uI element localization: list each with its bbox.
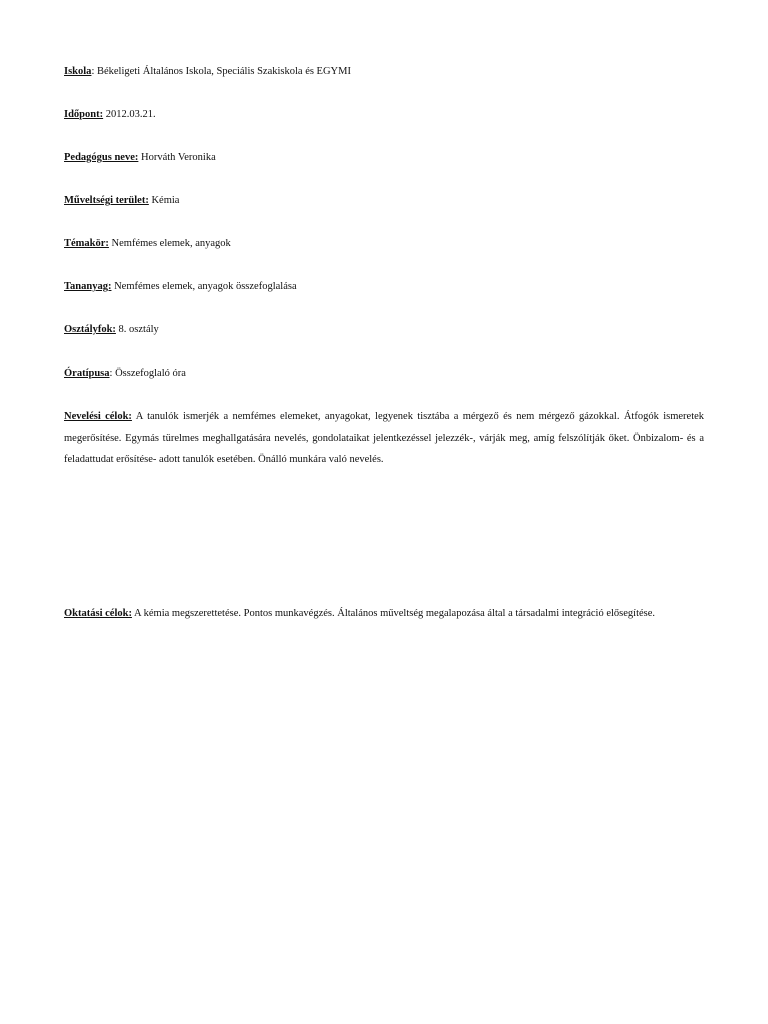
field-value-temakor: Nemfémes elemek, anyagok (111, 238, 231, 249)
field-oktatasi-celok (64, 603, 704, 625)
field-value-oratipusa: Összefoglaló óra (115, 368, 186, 379)
field-label-idopont: Időpont: (64, 109, 104, 120)
field-muveltsegi-terulet (64, 190, 704, 212)
field-oratipusa (64, 363, 704, 385)
field-label-oktatasi-celok: Oktatási célok: (64, 608, 132, 619)
field-separator: : (91, 66, 97, 77)
field-value-pedagogus: Horváth Veronika (141, 152, 216, 163)
field-label-osztalyfok: Osztályfok: (64, 324, 116, 335)
field-value-oktatasi-celok: A kémia megszerettetése. Pontos munkavégzés. Általános műveltség megalapozása által a társadalmi integráció elősegítése. (134, 608, 656, 619)
field-label-tananyag: Tananyag: (64, 281, 112, 292)
field-idopont (64, 104, 704, 126)
field-label-oratipusa: Óratípusa (64, 368, 110, 379)
field-osztalyfok (64, 319, 704, 341)
field-label-iskola: Iskola (64, 66, 92, 77)
field-label-muveltsegi-terulet: Műveltségi terület: (64, 195, 149, 206)
field-temakor (64, 233, 704, 255)
field-label-temakor: Témakör: (64, 238, 109, 249)
field-tananyag (64, 276, 704, 298)
field-nevelesi-celok (64, 406, 704, 471)
field-value-iskola: Békeligeti Általános Iskola, Speciális Szakiskola és EGYMI (96, 66, 351, 77)
field-label-nevelesi-celok: Nevelési célok: (64, 411, 132, 422)
field-value-osztalyfok: 8. osztály (118, 324, 159, 335)
field-iskola (64, 61, 704, 83)
field-value-idopont: 2012.03.21. (105, 109, 156, 120)
field-value-nevelesi-celok: A tanulók ismerjék a nemfémes elemeket, anyagokat, legyenek tisztába a mérgező és nem mérgező gázokkal. Átfogók ismeretek megerősítése. Egymás türelmes meghallgatására nevelés, gondolataikat jelentkezéssel jelezzék-, várják meg, amíg felszólítják őket. Önbizalom- és a feladattudat erősítése- adott tanulók esetében. Önálló munkára való nevelés. (64, 411, 705, 465)
field-pedagogus (64, 147, 704, 169)
field-value-muveltsegi-terulet: Kémia (151, 195, 180, 206)
field-value-tananyag: Nemfémes elemek, anyagok összefoglalása (114, 281, 297, 292)
field-label-pedagogus: Pedagógus neve: (64, 152, 139, 163)
field-separator: : (109, 368, 116, 379)
